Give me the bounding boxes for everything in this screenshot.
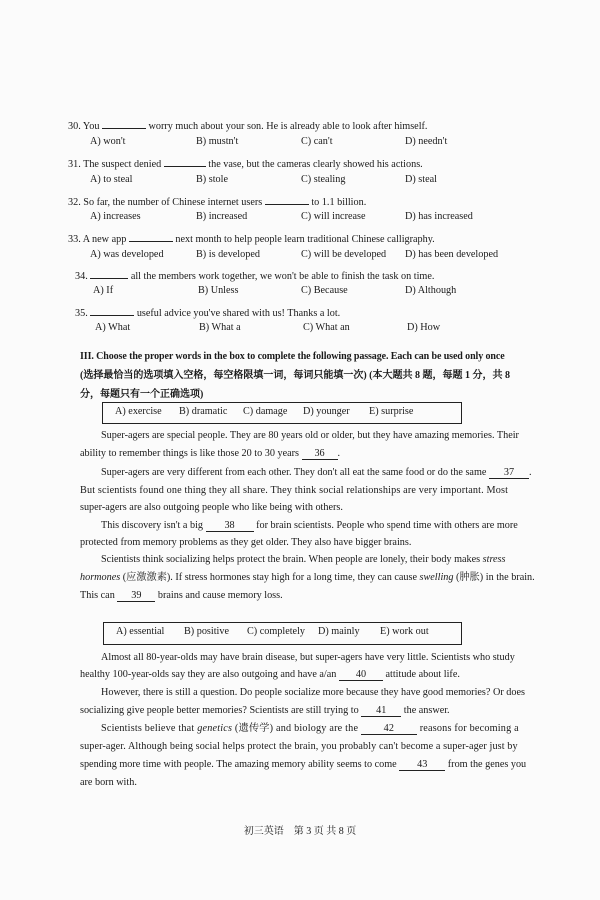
option-a[interactable]: A) What [95, 322, 131, 333]
question-stem-post: all the members work together, we won't be able to finish the task on time. [130, 271, 435, 282]
word-box-1 [102, 402, 462, 424]
blank-39[interactable]: 39 [117, 590, 155, 602]
question-stem-post: to 1.1 billion. [311, 197, 367, 208]
option-b[interactable]: B) is developed [196, 249, 260, 260]
word-box-item: B) positive [184, 626, 229, 637]
blank-37[interactable]: 37 [489, 467, 529, 479]
word-box-item: E) surprise [369, 406, 414, 417]
option-b[interactable]: B) mustn't [196, 136, 239, 147]
question-stem-pre: A new app [82, 234, 127, 245]
passage-line: healthy 100-year-olds say they are also outgoing and have a/an 40 attitude about life. [80, 669, 460, 680]
word-box-item: C) completely [247, 626, 305, 637]
option-d[interactable]: D) needn't [405, 136, 448, 147]
page-footer: 初三英语 第 3 页 共 8 页 [243, 826, 357, 837]
blank-42[interactable]: 42 [361, 723, 417, 735]
passage-line: protected from memory problems as they get older. They also have bigger brains. [80, 537, 412, 548]
option-d[interactable]: D) has been developed [405, 249, 499, 260]
word-box-item: D) mainly [318, 626, 360, 637]
question-stem-pre: You [82, 121, 100, 132]
word-box-item: E) work out [380, 626, 429, 637]
passage-line: super-agers are also outgoing people who like being with others. [80, 502, 343, 513]
word-box-item: C) damage [243, 406, 288, 417]
section-3-heading-cn: (选择最恰当的选项填入空格，每空格限填一词，每词只能填一次) (本大题共 8 题，每题 1 分，共 8 [80, 370, 510, 381]
option-b[interactable]: B) stole [196, 174, 228, 185]
passage-line: are born with. [80, 777, 137, 788]
question-number: 35. [75, 308, 88, 319]
option-a[interactable]: A) won't [90, 136, 126, 147]
word-box-item: A) essential [116, 626, 165, 637]
option-c[interactable]: C) What an [303, 322, 350, 333]
question-stem-post: worry much about your son. He is already able to look after himself. [148, 121, 428, 132]
option-b[interactable]: B) What a [199, 322, 241, 333]
option-a[interactable]: A) If [93, 285, 114, 296]
option-c[interactable]: C) can't [301, 136, 333, 147]
option-c[interactable]: C) will be developed [301, 249, 387, 260]
passage-line: hormones (应激激素). If stress hormones stay high for a long time, they can cause swelling (肿胀) in the brain. [80, 572, 535, 583]
question-stem-pre: The suspect denied [83, 159, 162, 170]
answer-blank[interactable] [90, 267, 128, 279]
option-d[interactable]: D) Although [405, 285, 457, 296]
passage-line: Scientists think socializing helps protect the brain. When people are lonely, their body makes stress [101, 554, 506, 565]
word-box-item: A) exercise [115, 406, 162, 417]
blank-38[interactable]: 38 [206, 520, 254, 532]
passage-line: ability to remember things is like those 20 to 30 years 36 . [80, 448, 341, 459]
answer-blank[interactable] [102, 117, 146, 129]
question-stem-post: the vase, but the cameras clearly showed his actions. [208, 159, 423, 170]
option-b[interactable]: B) increased [196, 211, 248, 222]
option-d[interactable]: D) How [407, 322, 441, 333]
question-number: 33. [68, 234, 81, 245]
passage-line: super-ager. Although being social helps protect the brain, you probably can't become a super-ager just by [80, 741, 518, 752]
option-c[interactable]: C) will increase [301, 211, 366, 222]
passage-line: This discovery isn't a big 38 for brain scientists. People who spend time with others are more [101, 520, 518, 531]
word-box-2 [103, 622, 462, 645]
option-d[interactable]: D) steal [405, 174, 437, 185]
option-a[interactable]: A) increases [90, 211, 141, 222]
question-number: 32. [68, 197, 81, 208]
passage-line: But scientists found one thing they all share. They think social relationships are very important. Most [80, 485, 509, 496]
question-stem-post: useful advice you've shared with us! Thanks a lot. [136, 308, 341, 319]
option-c[interactable]: C) Because [301, 285, 348, 296]
passage-line: However, there is still a question. Do people socialize more because they have good memories? Or does [101, 687, 525, 698]
option-d[interactable]: D) has increased [405, 211, 473, 222]
answer-blank[interactable] [164, 155, 206, 167]
answer-blank[interactable] [90, 304, 134, 316]
passage-line: socializing give people better memories? Scientists are still trying to 41 the answer. [80, 705, 450, 716]
passage-line: Almost all 80-year-olds may have brain disease, but super-agers have very little. Scientists who study [101, 652, 515, 663]
option-c[interactable]: C) stealing [301, 174, 346, 185]
passage-line: spending more time with people. The amazing memory ability seems to come 43 from the genes you [80, 759, 527, 770]
question-number: 34. [75, 271, 88, 282]
passage-line: Scientists believe that genetics (遗传学) and biology are the 42 reasons for becoming a [101, 723, 519, 734]
blank-40[interactable]: 40 [339, 669, 383, 681]
section-3-heading: III. Choose the proper words in the box to complete the following passage. Each can be used only once [80, 351, 505, 362]
option-b[interactable]: B) Unless [198, 285, 239, 296]
answer-blank[interactable] [129, 230, 173, 242]
passage-line: Super-agers are special people. They are 80 years old or older, but they have amazing memories. Their [101, 430, 519, 441]
question-number: 31. [68, 159, 81, 170]
blank-36[interactable]: 36 [302, 448, 338, 460]
blank-43[interactable]: 43 [399, 759, 445, 771]
answer-blank[interactable] [265, 193, 309, 205]
word-box-item: D) younger [303, 406, 350, 417]
option-a[interactable]: A) to steal [90, 174, 133, 185]
blank-41[interactable]: 41 [361, 705, 401, 717]
passage-line: This can 39 brains and cause memory loss. [80, 590, 283, 601]
section-3-heading-cn-2: 分，每题只有一个正确选项) [80, 389, 204, 400]
question-number: 30. [68, 121, 81, 132]
passage-line: Super-agers are very different from each other. They don't all eat the same food or do the same 37 . [101, 467, 532, 478]
question-stem-pre: So far, the number of Chinese internet users [83, 197, 263, 208]
question-stem-post: next month to help people learn traditional Chinese calligraphy. [175, 234, 435, 245]
option-a[interactable]: A) was developed [90, 249, 164, 260]
word-box-item: B) dramatic [179, 406, 228, 417]
